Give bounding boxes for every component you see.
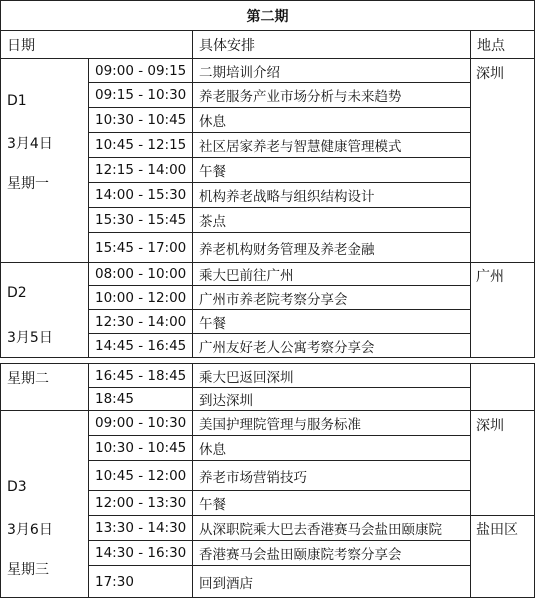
day2-activity: 广州友好老人公寓考察分享会 [192, 333, 471, 358]
day1-time: 10:30 - 10:45 [88, 107, 193, 133]
day3-activity: 午餐 [192, 490, 471, 516]
day1-date-cell [0, 58, 89, 263]
day2-weekday-cell [0, 363, 89, 411]
day1-time: 15:30 - 15:45 [88, 207, 193, 233]
header-location: 地点 [470, 30, 535, 59]
day1-activity: 养老机构财务管理及养老金融 [192, 232, 471, 263]
day3-date-cell [0, 410, 89, 598]
day1-time: 12:15 - 14:00 [88, 157, 193, 183]
day3-date: 3月6日 [7, 522, 53, 538]
day1-activity: 养老服务产业市场分析与未来趋势 [192, 82, 471, 108]
day1-location-cell [470, 58, 535, 263]
page-title: 第二期 [0, 0, 535, 31]
day1-label: D1 [7, 93, 27, 109]
day1-time: 15:45 - 17:00 [88, 232, 193, 263]
day2-time: 12:30 - 14:00 [88, 309, 193, 334]
day3-activity: 美国护理院管理与服务标准 [192, 410, 471, 436]
day3-time: 10:45 - 12:00 [88, 460, 193, 491]
day3-time: 14:30 - 16:30 [88, 540, 193, 566]
day2-activity: 乘大巴返回深圳 [192, 363, 471, 388]
day2-location: 广州 [476, 269, 504, 285]
day1-activity: 午餐 [192, 157, 471, 183]
day2-date-cell [0, 262, 89, 358]
day3-location-cell-2 [470, 515, 535, 598]
day2-time: 08:00 - 10:00 [88, 262, 193, 286]
day2-activity: 到达深圳 [192, 387, 471, 411]
day3-activity: 香港赛马会盐田颐康院考察分享会 [192, 540, 471, 566]
day3-activity: 从深职院乘大巴去香港赛马会盐田颐康院 [192, 515, 471, 541]
day1-activity: 休息 [192, 107, 471, 133]
day3-label: D3 [7, 479, 27, 495]
day3-activity: 回到酒店 [192, 565, 471, 598]
day3-location-2: 盐田区 [476, 522, 518, 538]
day1-location: 深圳 [476, 66, 504, 82]
day3-weekday: 星期三 [7, 562, 49, 578]
day1-time: 14:00 - 15:30 [88, 182, 193, 208]
day2-activity: 广州市养老院考察分享会 [192, 285, 471, 310]
day3-time: 17:30 [88, 565, 193, 598]
day1-date: 3月4日 [7, 136, 53, 152]
day3-time: 09:00 - 10:30 [88, 410, 193, 436]
day2-time: 14:45 - 16:45 [88, 333, 193, 358]
day3-time: 12:00 - 13:30 [88, 490, 193, 516]
day2-activity: 午餐 [192, 309, 471, 334]
day1-activity: 机构养老战略与组织结构设计 [192, 182, 471, 208]
day2-location-cell-cont [470, 363, 535, 411]
day1-activity: 二期培训介绍 [192, 58, 471, 83]
day1-time: 09:00 - 09:15 [88, 58, 193, 83]
day2-time: 18:45 [88, 387, 193, 411]
day3-location-1: 深圳 [476, 418, 504, 434]
day1-time: 10:45 - 12:15 [88, 132, 193, 158]
day3-activity: 休息 [192, 435, 471, 461]
day2-time: 16:45 - 18:45 [88, 363, 193, 388]
day2-weekday: 星期二 [7, 371, 49, 387]
day1-activity: 社区居家养老与智慧健康管理模式 [192, 132, 471, 158]
day2-time: 10:00 - 12:00 [88, 285, 193, 310]
header-schedule: 具体安排 [192, 30, 471, 59]
day2-activity: 乘大巴前往广州 [192, 262, 471, 286]
day3-activity: 养老市场营销技巧 [192, 460, 471, 491]
header-date: 日期 [0, 30, 193, 59]
day3-time: 13:30 - 14:30 [88, 515, 193, 541]
day1-activity: 茶点 [192, 207, 471, 233]
day1-weekday: 星期一 [7, 176, 49, 192]
day1-time: 09:15 - 10:30 [88, 82, 193, 108]
day2-date: 3月5日 [7, 330, 53, 346]
day2-location-cell [470, 262, 535, 358]
day2-label: D2 [7, 285, 27, 301]
day3-time: 10:30 - 10:45 [88, 435, 193, 461]
day3-location-cell-1 [470, 410, 535, 516]
